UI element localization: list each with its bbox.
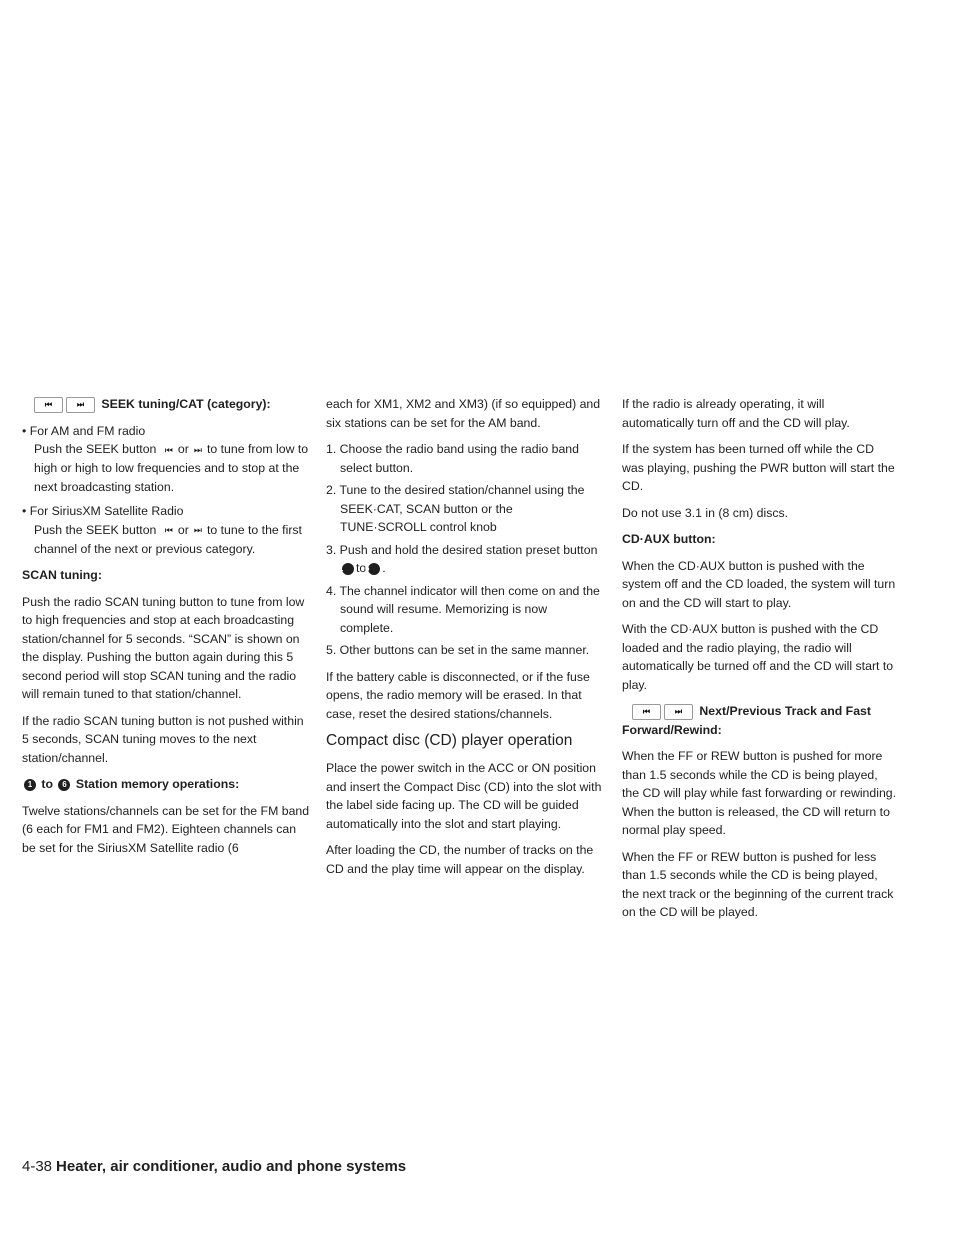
seek-forward-icon: ⏭ [66, 397, 95, 413]
column-3 [622, 395, 898, 930]
preset-6-badge: 6 [368, 563, 380, 575]
cd-paragraph-4: If the system has been turned off while the CD was playing, pushing the PWR button will start the CD. [622, 442, 895, 493]
cd-paragraph-3: If the radio is already operating, it will automatically turn off and the CD will play. [622, 397, 850, 430]
seek-heading-text: SEEK tuning/CAT (category): [101, 397, 271, 411]
cdaux-heading: CD·AUX button: [622, 532, 716, 546]
step-2: 2. Tune to the desired station/channel using the SEEK·CAT, SCAN button or the TUNE·SCROLL control knob [326, 483, 585, 534]
memory-continued: each for XM1, XM2 and XM3) (if so equipped) and six stations can be set for the AM band. [326, 397, 601, 430]
seek-back-icon: ⏮ [34, 397, 63, 413]
next-track-paragraph-2: When the FF or REW button is pushed for less than 1.5 seconds while the CD is being played, the next track or the beginning of the current track on the CD will be played. [622, 849, 894, 919]
memory-paragraph: Twelve stations/channels can be set for the FM band (6 each for FM1 and FM2). Eighteen channels can be set for the SiriusXM Satellite radio (6 [22, 803, 310, 855]
am-fm-bullet: • For AM and FM radio [22, 423, 146, 438]
track-forward-icon: ⏭ [664, 704, 693, 720]
cd-section-heading: Compact disc (CD) player operation [326, 732, 573, 749]
track-back-icon: ⏮ [632, 704, 661, 720]
cd-paragraph-1: Place the power switch in the ACC or ON position and insert the Compact Disc (CD) into the slot with the label side facing up. The CD will be guided automatically into the slot and start playing. [326, 761, 602, 831]
seek-forward-icon: ⏭ [193, 525, 202, 535]
sxm-paragraph: Push the SEEK button ⏮ or ⏭ to tune to the first channel of the next or previous category. [34, 522, 302, 556]
next-track-heading: ⏮ ⏭ Next/Previous Track and Fast Forward/Rewind: [622, 704, 871, 737]
page-footer [22, 1158, 406, 1175]
preset-6-badge: 6 [58, 779, 70, 791]
step-1: 1. Choose the radio band using the radio band select button. [326, 442, 579, 475]
page-number: 4-38 [22, 1158, 53, 1175]
cdaux-paragraph-2: With the CD·AUX button is pushed with the CD loaded and the radio playing, the radio will automatically be turned off and the CD will start to play. [622, 622, 894, 692]
seek-forward-icon: ⏭ [193, 444, 202, 455]
memory-heading: 1 to 6 Station memory operations: [22, 775, 312, 794]
scan-paragraph-2: If the radio SCAN tuning button is not pushed within 5 seconds, SCAN tuning moves to the next station/channel. [22, 713, 304, 765]
preset-1-badge: 1 [24, 779, 36, 791]
column-1 [22, 395, 312, 865]
column-2 [326, 395, 602, 886]
cd-paragraph-2: After loading the CD, the number of tracks on the CD and the play time will appear on the display. [326, 843, 594, 876]
sxm-bullet: • For SiriusXM Satellite Radio [22, 504, 184, 518]
step-4: 4. The channel indicator will then come on and the sound will resume. Memorizing is now complete. [326, 583, 600, 635]
seek-back-icon: ⏮ [164, 444, 173, 455]
seek-back-icon: ⏮ [164, 525, 173, 535]
preset-1-badge: 1 [342, 563, 354, 575]
scan-paragraph-1: Push the radio SCAN tuning button to tune from low to high frequencies and stop at each broadcasting station/channel for 5 seconds. “SCAN” is shown on the display. Pushing the button again during this 5 second period will stop SCAN tuning and the radio will remain tuned to that station/channel. [22, 594, 305, 701]
step-5: 5. Other buttons can be set in the same manner. [326, 643, 590, 657]
step-3: 3. Push and hold the desired station preset button 1 to6 . [326, 542, 598, 575]
battery-paragraph: If the battery cable is disconnected, or if the fuse opens, the radio memory will be erased. In that case, reset the desired stations/channels. [326, 669, 590, 721]
next-track-paragraph-1: When the FF or REW button is pushed for more than 1.5 seconds while the CD is being played, the CD will play while fast forwarding or rewinding. When the button is released, the CD will return to normal play speed. [622, 749, 897, 837]
am-fm-paragraph: Push the SEEK button ⏮ or ⏭ to tune from low to high or high to low frequencies and to stop at the next broadcasting station. [34, 442, 309, 494]
cdaux-paragraph-1: When the CD·AUX button is pushed with the system off and the CD loaded, the system will turn on and the CD will start to play. [622, 558, 896, 610]
seek-heading [22, 395, 312, 414]
section-title: Heater, air conditioner, audio and phone systems [56, 1158, 407, 1175]
cd-paragraph-5: Do not use 3.1 in (8 cm) discs. [622, 505, 789, 520]
scan-heading: SCAN tuning: [22, 568, 102, 582]
